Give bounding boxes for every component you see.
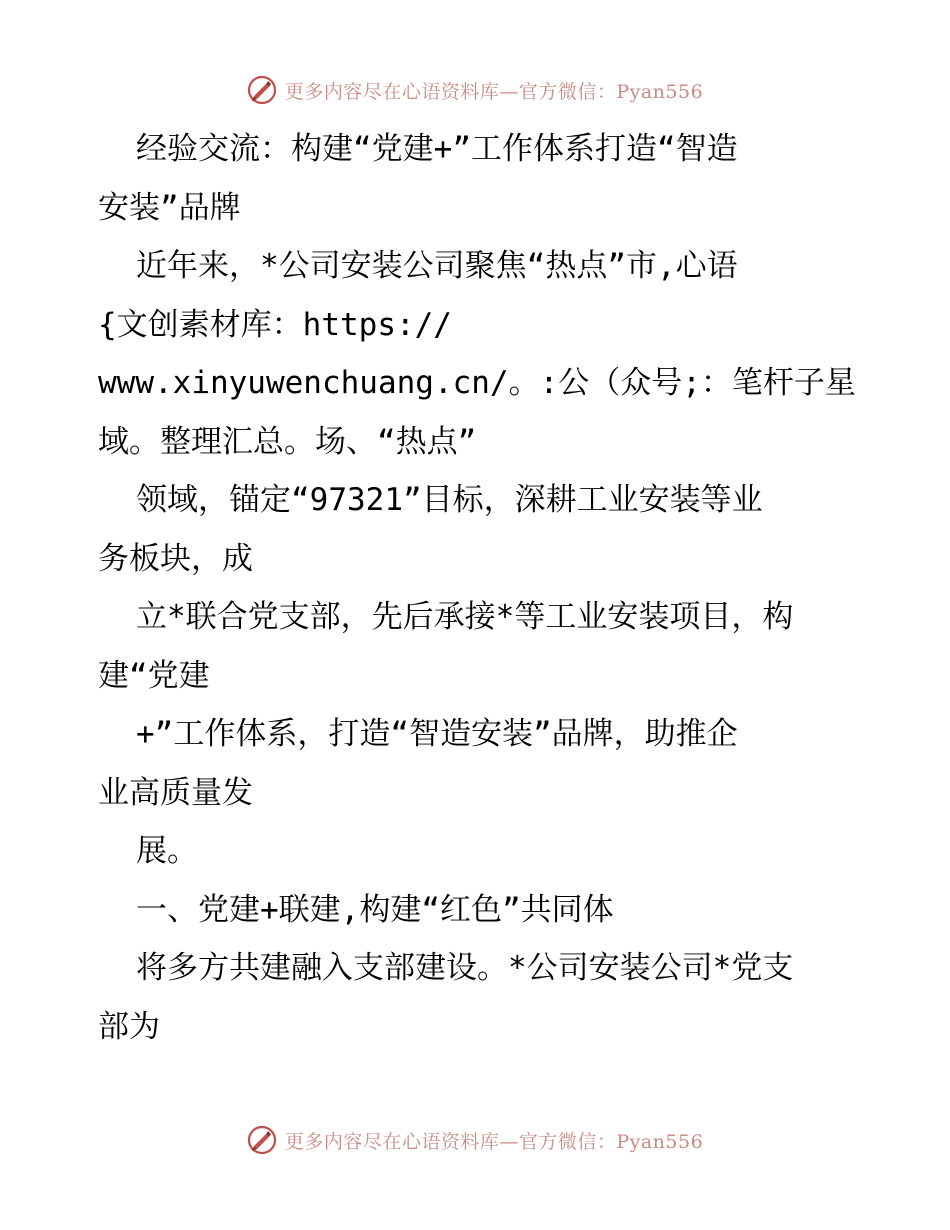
text-line: +”工作体系，打造“智造安装”品牌，助推企 — [136, 716, 738, 752]
text-line: {文创素材库：https:// — [98, 306, 452, 343]
text-line: 建“党建 — [98, 657, 210, 694]
text-line: www.xinyuwenchuang.cn/。:公（众号;：笔杆子星 — [98, 365, 856, 401]
text-line: 立*联合党支部，先后承接*等工业安装项目，构 — [136, 599, 794, 635]
text-line: 领域，锚定“97321”目标，深耕工业安装等业 — [136, 482, 763, 518]
header-watermark-text: 更多内容尽在心语资料库—官方微信：Pyan556 — [284, 80, 704, 103]
pen-logo-icon — [247, 75, 277, 105]
text-line: 业高质量发 — [98, 774, 253, 811]
header-watermark — [0, 72, 950, 108]
text-line: 部为 — [98, 1008, 160, 1045]
pen-logo-icon — [247, 1125, 277, 1155]
text-line: 务板块，成 — [98, 540, 253, 577]
text-line: 域。整理汇总。场、“热点” — [98, 423, 477, 460]
text-line: 经验交流：构建“党建+”工作体系打造“智造 — [136, 131, 738, 167]
text-line: 安装”品牌 — [98, 189, 241, 226]
document-body — [98, 120, 858, 1056]
footer-watermark — [0, 1122, 950, 1158]
text-line: 近年来，*公司安装公司聚焦“热点”市,心语 — [136, 248, 738, 284]
footer-watermark-text: 更多内容尽在心语资料库—官方微信：Pyan556 — [284, 1130, 704, 1153]
text-line: 将多方共建融入支部建设。*公司安装公司*党支 — [136, 950, 794, 986]
text-line: 展。 — [136, 833, 198, 869]
section-heading: 一、党建+联建,构建“红色”共同体 — [136, 891, 614, 928]
